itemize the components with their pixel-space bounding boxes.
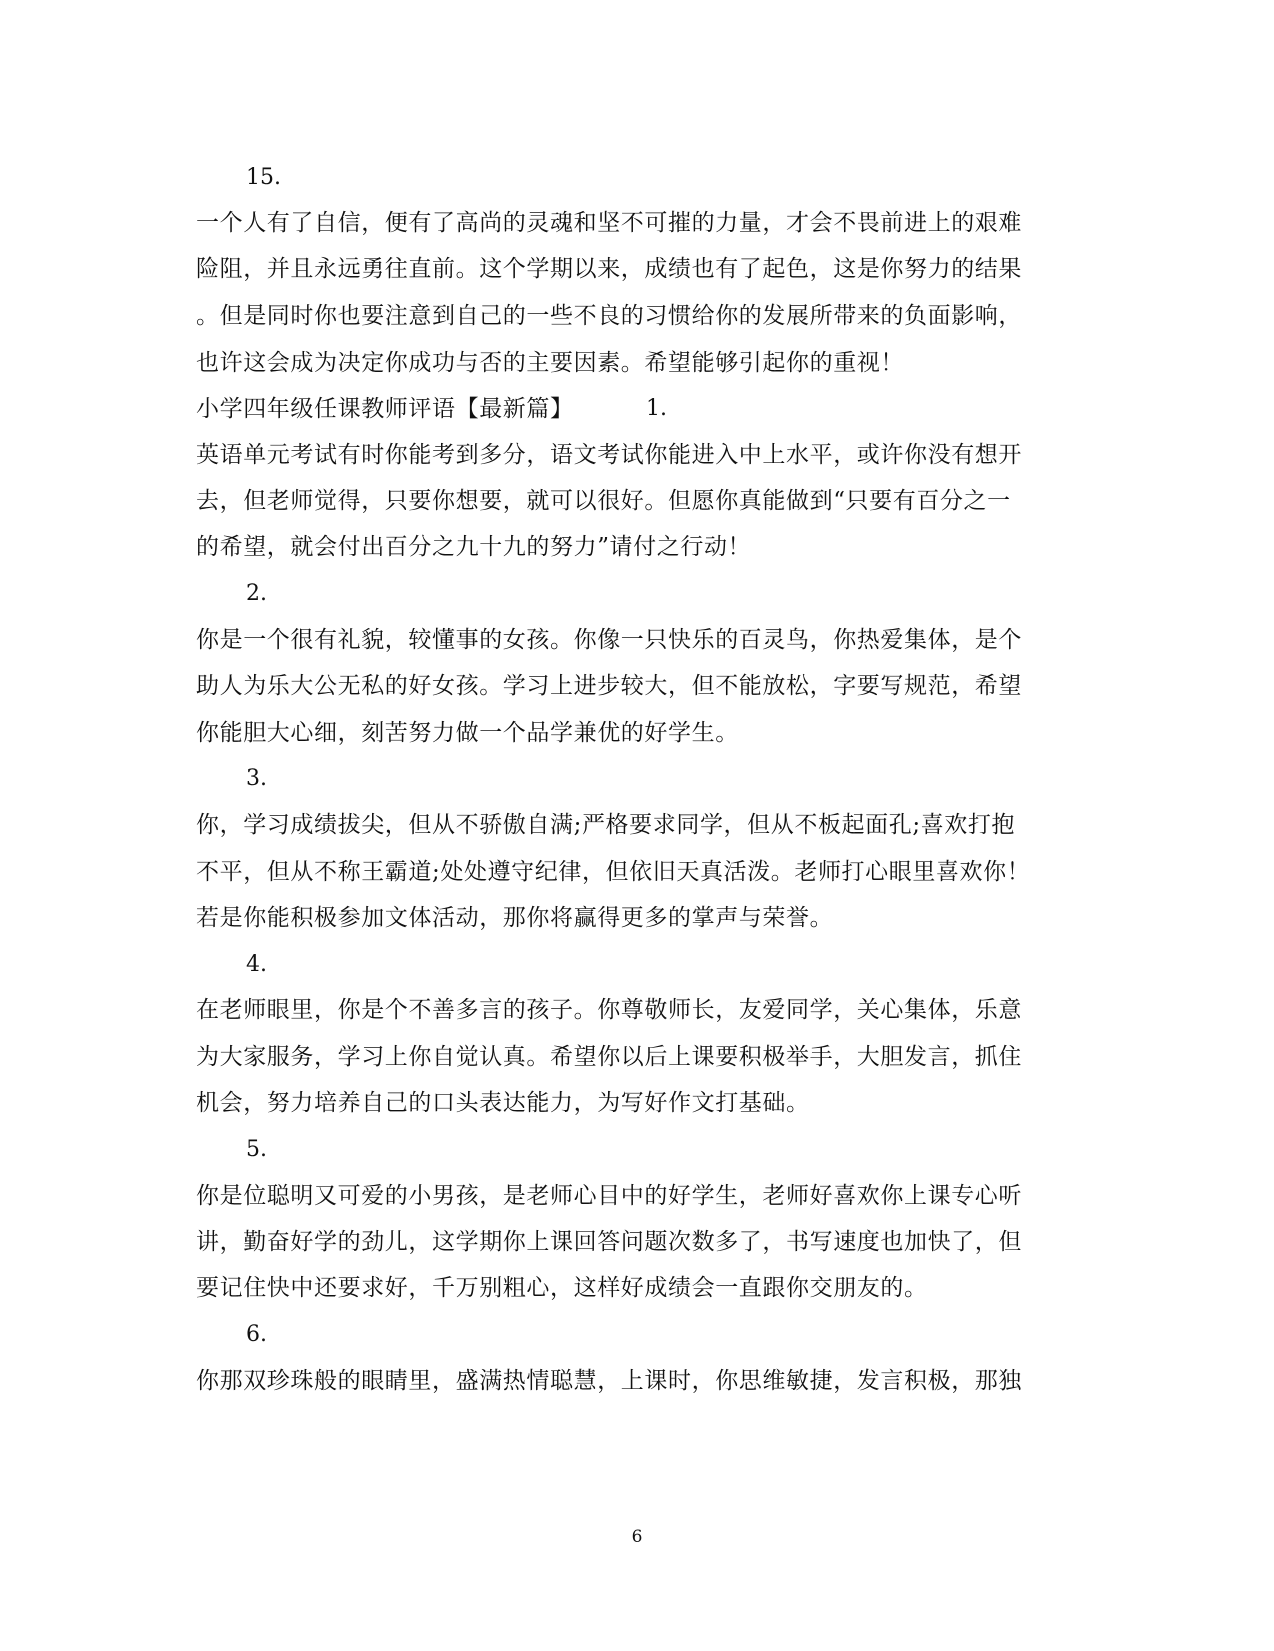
- paragraph-line: 不平，但从不称王霸道;处处遵守纪律，但依旧天真活泼。老师打心眼里喜欢你！: [196, 859, 1031, 885]
- item-number-1: 1.: [646, 396, 667, 421]
- page-number: 6: [631, 1527, 643, 1547]
- paragraph-line: 助人为乐大公无私的好女孩。学习上进步较大，但不能放松，字要写规范，希望: [196, 673, 1022, 699]
- paragraph-line: 一个人有了自信，便有了高尚的灵魂和坚不可摧的力量，才会不畏前进上的艰难: [196, 210, 1022, 236]
- paragraph-line: 也许这会成为决定你成功与否的主要因素。希望能够引起你的重视！: [196, 350, 904, 376]
- paragraph-line: 你，学习成绩拔尖，但从不骄傲自满;严格要求同学，但从不板起面孔;喜欢打抱: [196, 812, 1016, 838]
- item-number-5: 5.: [246, 1137, 267, 1162]
- paragraph-line: 在老师眼里，你是个不善多言的孩子。你尊敬师长，友爱同学，关心集体，乐意: [196, 997, 1022, 1023]
- paragraph-line: 要记住快中还要求好，千万别粗心，这样好成绩会一直跟你交朋友的。: [196, 1275, 928, 1301]
- paragraph-line: 你能胆大心细，刻苦努力做一个品学兼优的好学生。: [196, 720, 739, 746]
- paragraph-line: 你是一个很有礼貌，较懂事的女孩。你像一只快乐的百灵鸟，你热爱集体，是个: [196, 627, 1022, 653]
- paragraph-line: 险阻，并且永远勇往直前。这个学期以来，成绩也有了起色，这是你努力的结果: [196, 256, 1022, 282]
- paragraph-line: 为大家服务，学习上你自觉认真。希望你以后上课要积极举手，大胆发言，抓住: [196, 1044, 1022, 1070]
- paragraph-line: 机会，努力培养自己的口头表达能力，为写好作文打基础。: [196, 1090, 810, 1116]
- paragraph-line: 。但是同时你也要注意到自己的一些不良的习惯给你的发展所带来的负面影响，: [196, 303, 1022, 329]
- paragraph-line: 若是你能积极参加文体活动，那你将赢得更多的掌声与荣誉。: [196, 905, 834, 931]
- item-number-4: 4.: [246, 952, 267, 977]
- paragraph-line: 你那双珍珠般的眼睛里，盛满热情聪慧，上课时，你思维敏捷，发言积极，那独: [196, 1368, 1022, 1394]
- item-number-6: 6.: [246, 1322, 267, 1347]
- item-number-15: 15.: [246, 165, 281, 190]
- section-heading: 小学四年级任课教师评语【最新篇】: [196, 396, 574, 422]
- paragraph-line: 去，但老师觉得，只要你想要，就可以很好。但愿你真能做到“只要有百分之一: [196, 488, 1011, 514]
- paragraph-line: 你是位聪明又可爱的小男孩，是老师心目中的好学生，老师好喜欢你上课专心听: [196, 1183, 1022, 1209]
- item-number-3: 3.: [246, 766, 267, 791]
- paragraph-line: 英语单元考试有时你能考到多分，语文考试你能进入中上水平，或许你没有想开: [196, 442, 1022, 468]
- paragraph-line: 讲，勤奋好学的劲儿，这学期你上课回答问题次数多了，书写速度也加快了，但: [196, 1229, 1022, 1255]
- paragraph-line: 的希望，就会付出百分之九十九的努力”请付之行动！: [196, 534, 752, 560]
- item-number-2: 2.: [246, 581, 267, 606]
